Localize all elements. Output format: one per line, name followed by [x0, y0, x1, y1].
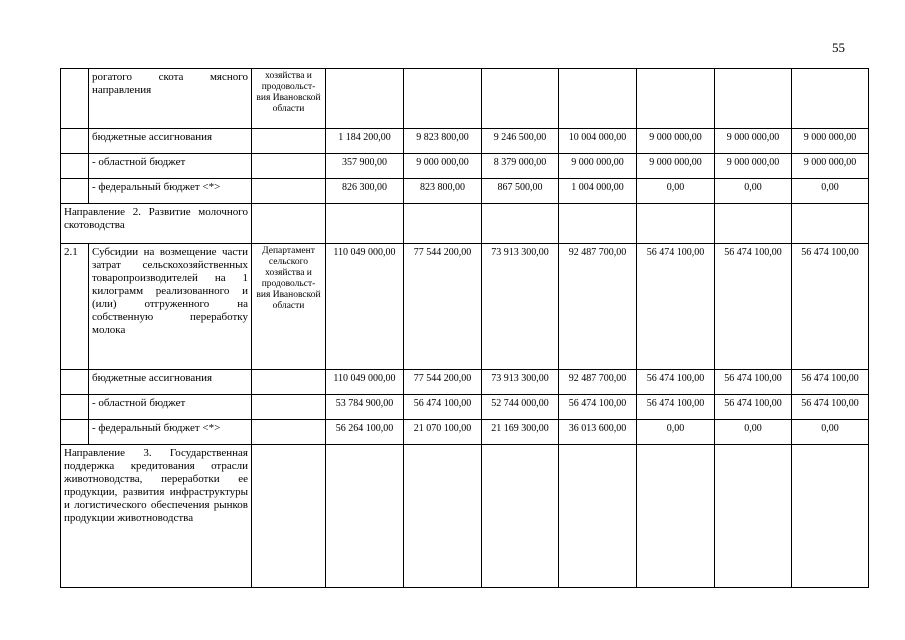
- value-cell: [715, 445, 792, 588]
- table-row: [61, 179, 869, 204]
- value-cell: 56 474 100,00: [637, 395, 715, 420]
- value-cell: 0,00: [715, 420, 792, 445]
- value-cell: 92 487 700,00: [559, 244, 637, 370]
- executor-cell: [252, 370, 326, 395]
- row-number-cell: [61, 395, 89, 420]
- table-row: [61, 370, 869, 395]
- row-label-cell: - областной бюджет: [89, 395, 252, 420]
- value-cell: 56 474 100,00: [715, 244, 792, 370]
- value-cell: 21 169 300,00: [482, 420, 559, 445]
- table-row: [61, 154, 869, 179]
- row-label-cell: - федеральный бюджет <*>: [89, 179, 252, 204]
- value-cell: [792, 204, 869, 244]
- executor-cell: [252, 179, 326, 204]
- value-cell: [404, 69, 482, 129]
- value-cell: 56 474 100,00: [715, 395, 792, 420]
- value-cell: 9 000 000,00: [637, 154, 715, 179]
- value-cell: 357 900,00: [326, 154, 404, 179]
- value-cell: [637, 204, 715, 244]
- executor-cell: [252, 420, 326, 445]
- value-cell: 9 000 000,00: [404, 154, 482, 179]
- row-label-cell: бюджетные ассигнования: [89, 129, 252, 154]
- table-row: [61, 420, 869, 445]
- table-row: [61, 129, 869, 154]
- value-cell: [559, 69, 637, 129]
- value-cell: 56 474 100,00: [404, 395, 482, 420]
- executor-cell: [252, 445, 326, 588]
- executor-cell: [252, 154, 326, 179]
- value-cell: 56 474 100,00: [715, 370, 792, 395]
- value-cell: [404, 204, 482, 244]
- value-cell: [326, 69, 404, 129]
- value-cell: 8 379 000,00: [482, 154, 559, 179]
- row-number-cell: [61, 154, 89, 179]
- table-row: [61, 395, 869, 420]
- value-cell: 36 013 600,00: [559, 420, 637, 445]
- value-cell: [482, 204, 559, 244]
- value-cell: 1 184 200,00: [326, 129, 404, 154]
- value-cell: [637, 69, 715, 129]
- value-cell: 867 500,00: [482, 179, 559, 204]
- value-cell: [326, 204, 404, 244]
- value-cell: 0,00: [715, 179, 792, 204]
- value-cell: 110 049 000,00: [326, 370, 404, 395]
- value-cell: [792, 69, 869, 129]
- value-cell: [482, 69, 559, 129]
- executor-cell: хозяйства и продовольст-вия Ивановской области: [252, 69, 326, 129]
- value-cell: 73 913 300,00: [482, 244, 559, 370]
- executor-cell: [252, 395, 326, 420]
- value-cell: 9 000 000,00: [792, 154, 869, 179]
- table-row: [61, 244, 869, 370]
- value-cell: 77 544 200,00: [404, 370, 482, 395]
- row-number-cell: [61, 420, 89, 445]
- budget-table: [60, 68, 869, 588]
- value-cell: [715, 204, 792, 244]
- value-cell: 10 004 000,00: [559, 129, 637, 154]
- value-cell: 52 744 000,00: [482, 395, 559, 420]
- row-number-cell: [61, 129, 89, 154]
- value-cell: 0,00: [792, 420, 869, 445]
- value-cell: [482, 445, 559, 588]
- value-cell: 56 474 100,00: [792, 244, 869, 370]
- direction-row: [61, 445, 869, 588]
- value-cell: 1 004 000,00: [559, 179, 637, 204]
- row-number-cell: [61, 69, 89, 129]
- value-cell: 73 913 300,00: [482, 370, 559, 395]
- value-cell: 56 474 100,00: [637, 370, 715, 395]
- executor-cell: [252, 204, 326, 244]
- value-cell: [404, 445, 482, 588]
- value-cell: [637, 445, 715, 588]
- value-cell: 0,00: [637, 179, 715, 204]
- value-cell: [326, 445, 404, 588]
- value-cell: [715, 69, 792, 129]
- row-number-cell: [61, 179, 89, 204]
- value-cell: 0,00: [792, 179, 869, 204]
- value-cell: 823 800,00: [404, 179, 482, 204]
- value-cell: 56 474 100,00: [637, 244, 715, 370]
- value-cell: 9 000 000,00: [559, 154, 637, 179]
- value-cell: [559, 204, 637, 244]
- value-cell: [559, 445, 637, 588]
- page-number: 55: [832, 40, 845, 55]
- row-label-cell: - федеральный бюджет <*>: [89, 420, 252, 445]
- value-cell: 56 474 100,00: [559, 395, 637, 420]
- value-cell: 21 070 100,00: [404, 420, 482, 445]
- value-cell: 9 823 800,00: [404, 129, 482, 154]
- value-cell: 9 000 000,00: [715, 154, 792, 179]
- executor-cell: Департамент сельского хозяйства и продовольст-вия Ивановской области: [252, 244, 326, 370]
- value-cell: 9 000 000,00: [715, 129, 792, 154]
- value-cell: 9 246 500,00: [482, 129, 559, 154]
- row-label-cell: бюджетные ассигнования: [89, 370, 252, 395]
- value-cell: 53 784 900,00: [326, 395, 404, 420]
- table-row: [61, 69, 869, 129]
- value-cell: 56 474 100,00: [792, 370, 869, 395]
- value-cell: 56 264 100,00: [326, 420, 404, 445]
- row-number-cell: 2.1: [61, 244, 89, 370]
- value-cell: 92 487 700,00: [559, 370, 637, 395]
- value-cell: 826 300,00: [326, 179, 404, 204]
- row-name-cell: Субсидии на возмещение части затрат сельскохозяйственных товаропроизводителей на 1 килограмм реализованного и (или) отгруженного на собственную переработку молока: [89, 244, 252, 370]
- row-name-cell: рогатого скота мясного направления: [89, 69, 252, 129]
- value-cell: [792, 445, 869, 588]
- value-cell: 56 474 100,00: [792, 395, 869, 420]
- row-number-cell: [61, 370, 89, 395]
- direction-2-heading: Направление 2. Развитие молочного скотоводства: [61, 204, 252, 244]
- value-cell: 110 049 000,00: [326, 244, 404, 370]
- direction-row: [61, 204, 869, 244]
- value-cell: 9 000 000,00: [792, 129, 869, 154]
- value-cell: 0,00: [637, 420, 715, 445]
- direction-3-heading: Направление 3. Государственная поддержка кредитования отрасли животноводства, переработки ее продукции, развития инфраструктуры и логистического обеспечения рынков продукции животноводства: [61, 445, 252, 588]
- row-label-cell: - областной бюджет: [89, 154, 252, 179]
- value-cell: 9 000 000,00: [637, 129, 715, 154]
- value-cell: 77 544 200,00: [404, 244, 482, 370]
- executor-cell: [252, 129, 326, 154]
